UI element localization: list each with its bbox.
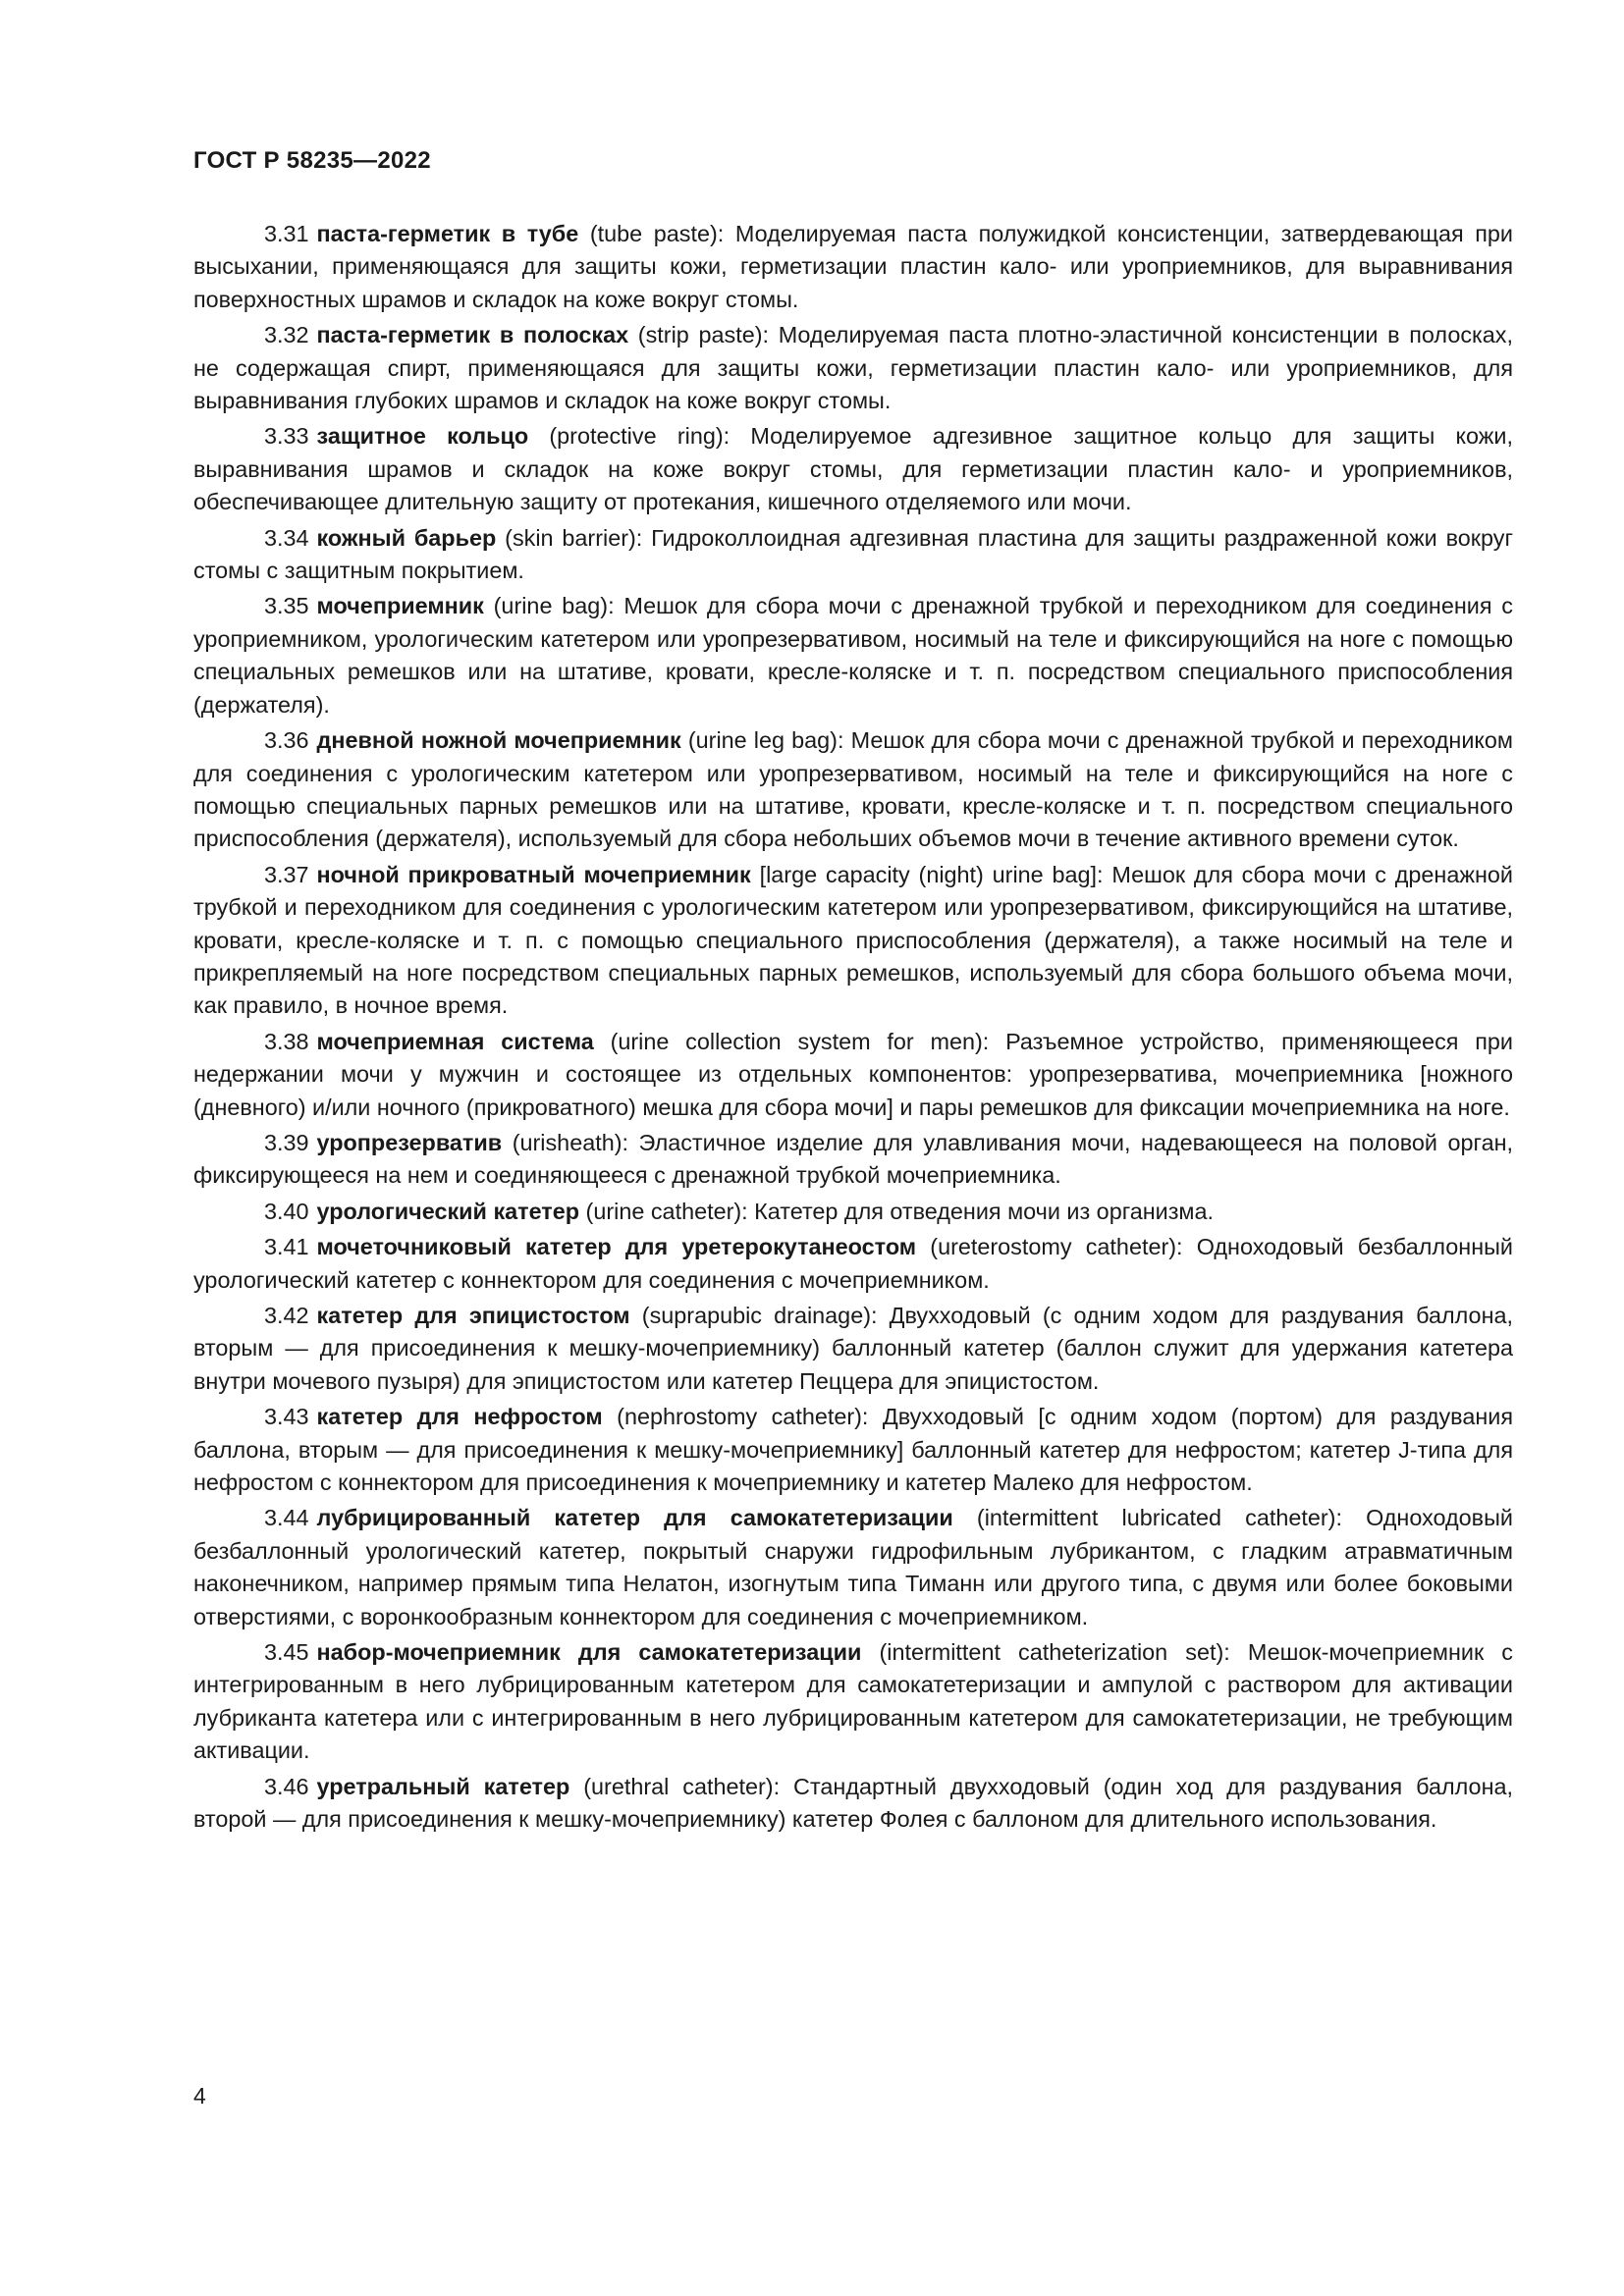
term-name: уропрезерватив <box>316 1129 503 1155</box>
term-definition: (nephrostomy catheter): Двухходовый [с одним ходом (портом) для раздувания баллона, вторым — для присоединения к мешку-мочеприемнику] баллонный катетер для нефростом; катетер J-типа для нефростом с коннектором для присоединения к мочеприемнику и катетер Малеко для нефростом. <box>193 1404 1513 1496</box>
term-number: 3.40 <box>264 1198 309 1224</box>
term-name: набор-мочеприемник для самокатетеризации <box>316 1639 862 1666</box>
term-definition: (tube paste): Моделируемая паста полужидкой консистенции, затвердевающая при высыхании, применяющаяся для защиты кожи, герметизации пластин кало- или уроприемников, для выравнивания поверхностных шрамов и складок на коже вокруг стомы. <box>193 221 1513 312</box>
term-number: 3.44 <box>264 1505 309 1531</box>
term-definition: (urine catheter): Катетер для отведения мочи из организма. <box>579 1198 1215 1224</box>
term-definition: (urine leg bag): Мешок для сбора мочи с дренажной трубкой и переходником для соединения с урологическим катетером или уропрезервативом, носимый на теле и фиксирующийся на ноге с помощью специальных парных ремешков или на штативе, кровати, кресле-коляске и т. п. посредством специального приспособления (держателя), используемый для сбора небольших объемов мочи в течение активного времени суток. <box>193 727 1514 852</box>
term-name: катетер для нефростом <box>316 1404 603 1430</box>
term-definition: (protective ring): Моделируемое адгезивное защитное кольцо для защиты кожи, выравнивания шрамов и складок на коже вокруг стомы, для герметизации пластин кало- и уроприемников, обеспечивающее длительную защиту от протекания, кишечного отделяемого или мочи. <box>193 423 1513 515</box>
term-definition: (urine collection system for men): Разъемное устройство, применяющееся при недержании мочи у мужчин и состоящее из отдельных компонентов: уропрезерватива, мочеприемника [ножного (дневного) и/или ночного (прикроватного) мешка для сбора мочи] и пары ремешков для фиксации мочеприемника на ноге. <box>193 1028 1513 1120</box>
term-number: 3.35 <box>264 593 309 619</box>
term-definition: (skin barrier): Гидроколлоидная адгезивная пластина для защиты раздраженной кожи вокруг стомы с защитным покрытием. <box>193 524 1513 584</box>
term-3-36 <box>193 724 1513 856</box>
term-number: 3.41 <box>264 1234 309 1260</box>
term-definition: (strip paste): Моделируемая паста плотно-эластичной консистенции в полосках, не содержащая спирт, применяющаяся для защиты кожи, герметизации пластин кало- или уроприемников, для выравнивания глубоких шрамов и складок на коже вокруг стомы. <box>193 322 1513 414</box>
term-3-35 <box>193 590 1513 721</box>
term-number: 3.36 <box>264 727 309 754</box>
term-3-39 <box>193 1127 1513 1193</box>
term-name: дневной ножной мочеприемник <box>316 727 681 754</box>
term-3-43 <box>193 1401 1513 1499</box>
term-name: паста-герметик в полосках <box>316 322 629 348</box>
term-3-37 <box>193 859 1513 1023</box>
term-3-44 <box>193 1502 1513 1633</box>
term-name: катетер для эпицистостом <box>316 1303 630 1328</box>
term-name: ночной прикроватный мочеприемник <box>316 861 751 887</box>
term-name: лубрицированный катетер для самокатетеризации <box>316 1505 953 1531</box>
term-number: 3.34 <box>264 524 309 551</box>
term-number: 3.39 <box>264 1129 309 1155</box>
term-definition: (ureterostomy catheter): Одноходовый безбаллонный урологический катетер с коннектором для соединения с мочеприемником. <box>193 1234 1513 1293</box>
standard-header: ГОСТ Р 58235—2022 <box>193 147 431 174</box>
term-number: 3.38 <box>264 1028 309 1054</box>
term-definition: (suprapubic drainage): Двухходовый (с одним ходом для раздувания баллона, вторым — для присоединения к мешку-мочеприемнику) баллонный катетер (баллон служит для удержания катетера внутри мочевого пузыря) для эпицистостом или катетер Пеццера для эпицистостом. <box>193 1303 1513 1394</box>
terms-list <box>193 218 1513 1840</box>
term-name: мочеприемная система <box>316 1028 594 1054</box>
term-name: защитное кольцо <box>316 423 529 450</box>
term-definition: (urine bag): Мешок для сбора мочи с дренажной трубкой и переходником для соединения с уроприемником, урологическим катетером или уропрезервативом, носимый на теле и фиксирующийся на ноге с помощью специальных ремешков или на штативе, кровати, кресле-коляске и т. п. посредством специального приспособления (держателя). <box>193 593 1513 718</box>
term-number: 3.42 <box>264 1303 309 1328</box>
term-3-32 <box>193 319 1513 417</box>
term-name: кожный барьер <box>316 524 497 551</box>
term-number: 3.32 <box>264 322 309 348</box>
term-3-41 <box>193 1231 1513 1297</box>
term-3-33 <box>193 420 1513 518</box>
term-name: мочеточниковый катетер для уретерокутанеостом <box>316 1234 917 1260</box>
page-number: 4 <box>193 2083 206 2109</box>
term-number: 3.43 <box>264 1404 309 1430</box>
term-definition: (urethral catheter): Стандартный двухходовый (один ход для раздувания баллона, второй — для присоединения к мешку-мочеприемнику) катетер Фолея с баллоном для длительного использования. <box>193 1773 1513 1833</box>
term-number: 3.46 <box>264 1773 309 1799</box>
term-3-42 <box>193 1300 1513 1398</box>
term-3-46 <box>193 1771 1513 1837</box>
term-number: 3.31 <box>264 221 309 246</box>
term-3-45 <box>193 1636 1513 1768</box>
term-number: 3.45 <box>264 1639 309 1666</box>
term-definition: [large capacity (night) urine bag]: Мешок для сбора мочи с дренажной трубкой и переходником для соединения с урологическим катетером или уропрезервативом, фиксирующийся на штативе, кровати, кресле-коляске и т. п. с помощью специального приспособления (держателя), а также носимый на теле и прикрепляемый на ноге посредством специальных парных ремешков, используемый для сбора большого объема мочи, как правило, в ночное время. <box>193 861 1513 1019</box>
term-3-38 <box>193 1026 1513 1124</box>
term-definition: (urisheath): Эластичное изделие для улавливания мочи, надевающееся на половой орган, фиксирующееся на нем и соединяющееся с дренажной трубкой мочеприемника. <box>193 1129 1513 1189</box>
term-number: 3.33 <box>264 423 309 450</box>
term-name: урологический катетер <box>316 1198 580 1224</box>
term-name: уретральный катетер <box>316 1773 570 1799</box>
term-3-40 <box>193 1196 1513 1228</box>
term-name: мочеприемник <box>316 593 484 619</box>
term-3-31 <box>193 218 1513 316</box>
term-name: паста-герметик в тубе <box>316 221 579 246</box>
term-definition: (intermittent lubricated catheter): Одноходовый безбаллонный урологический катетер, покрытый снаружи гидрофильным лубрикантом, с гладким атравматичным наконечником, например прямым типа Нелатон, изогнутым типа Тиманн или другого типа, с двумя или более боковыми отверстиями, с воронкообразным коннектором для соединения с мочеприемником. <box>193 1505 1513 1629</box>
term-3-34 <box>193 522 1513 588</box>
term-number: 3.37 <box>264 861 309 887</box>
term-definition: (intermittent catheterization set): Мешок-мочеприемник с интегрированным в него лубрицированным катетером для самокатетеризации и ампулой с раствором для активации лубриканта катетера или с интегрированным в него лубрицированным катетером для самокатетеризации, не требующим активации. <box>193 1639 1513 1764</box>
